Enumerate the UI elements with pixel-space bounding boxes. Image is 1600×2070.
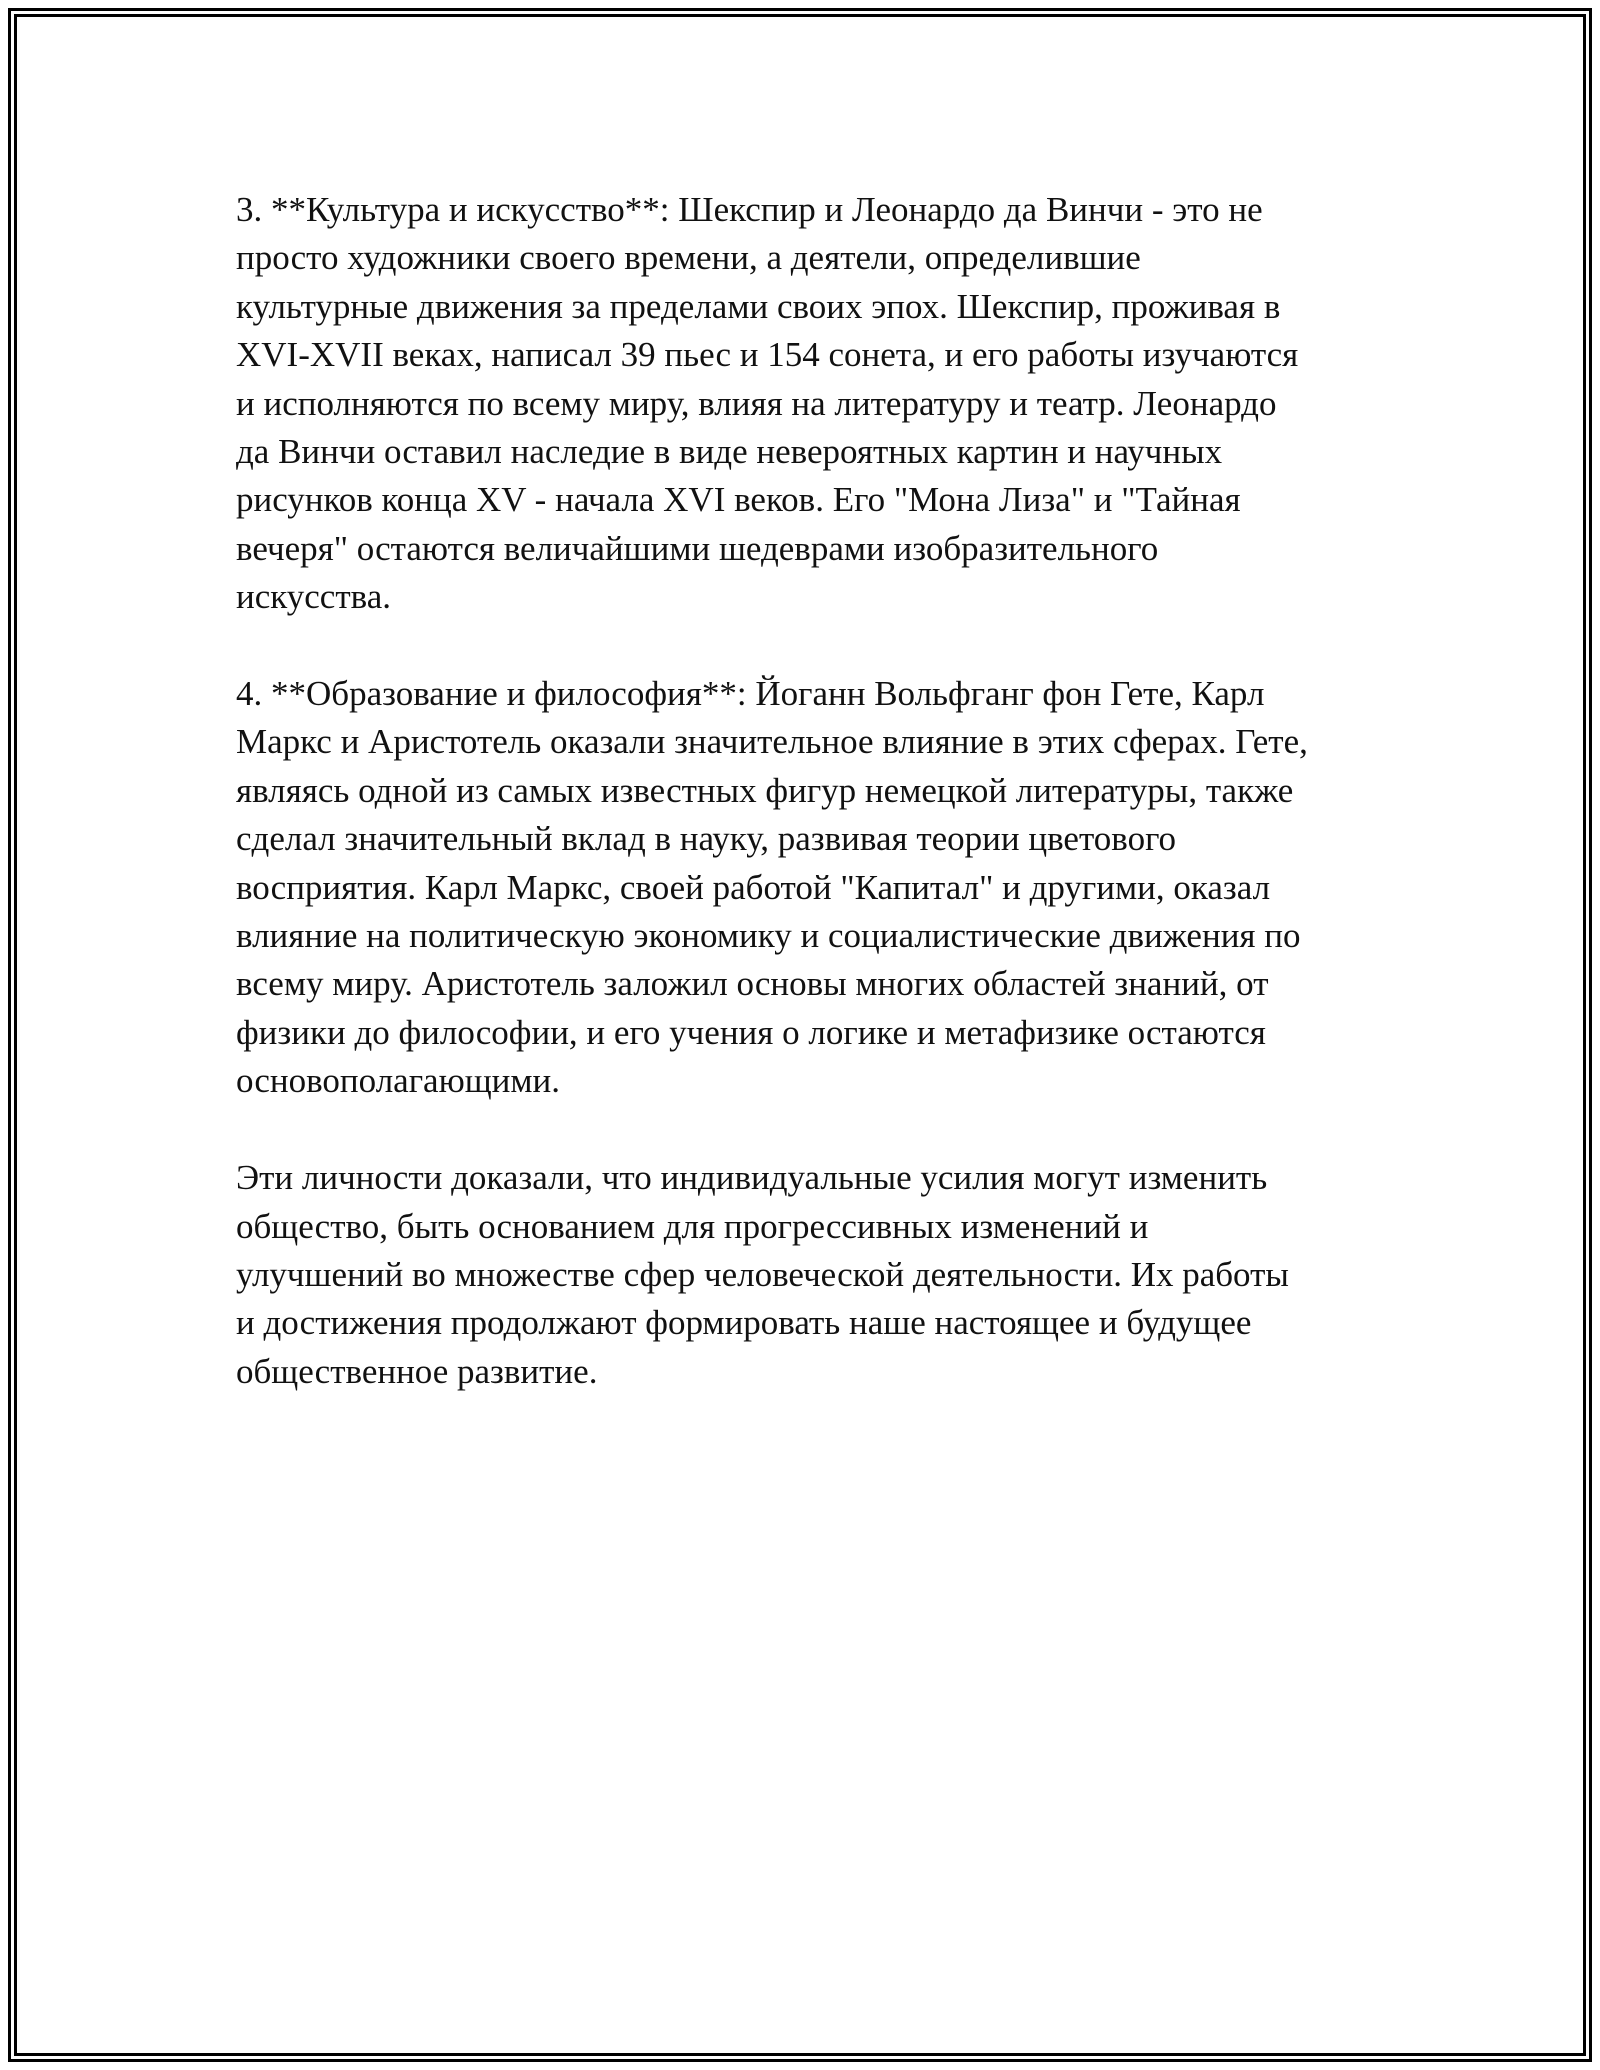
paragraph-culture-and-art: 3. **Культура и искусство**: Шекспир и Леонардо да Винчи - это не просто художники своего времени, а деятели, определившие культурные движения за пределами своих эпох. Шекспир, проживая в XVI-XVII веках, написал 39 пьес и 154 сонета, и его работы изучаются и исполняются по всему миру, влияя на литературу и театр. Леонардо да Винчи оставил наследие в виде невероятных картин и научных рисунков конца XV - начала XVI веков. Его "Мона Лиза" и "Тайная вечеря" остаются величайшими шедеврами изобразительного искусства. xyxy=(236,190,1299,617)
paragraph-education-and-philosophy: 4. **Образование и философия**: Йоганн Вольфганг фон Гете, Карл Маркс и Аристотель оказали значительное влияние в этих сферах. Гете, являясь одной из самых известных фигур немецкой литературы, также сделал значительный вклад в науку, развивая теории цветового восприятия. Карл Маркс, своей работой "Капитал" и другими, оказал влияние на политическую экономику и социалистические движения по всему миру. Аристотель заложил основы многих областей знаний, от физики до философии, и его учения о логике и метафизике остаются основополагающими. xyxy=(236,674,1308,1101)
document-body xyxy=(236,186,1366,1445)
paragraph-conclusion: Эти личности доказали, что индивидуальные усилия могут изменить общество, быть основанием для прогрессивных изменений и улучшений во множестве сфер человеческой деятельности. Их работы и достижения продолжают формировать наше настоящее и будущее общественное развитие. xyxy=(236,1158,1289,1391)
